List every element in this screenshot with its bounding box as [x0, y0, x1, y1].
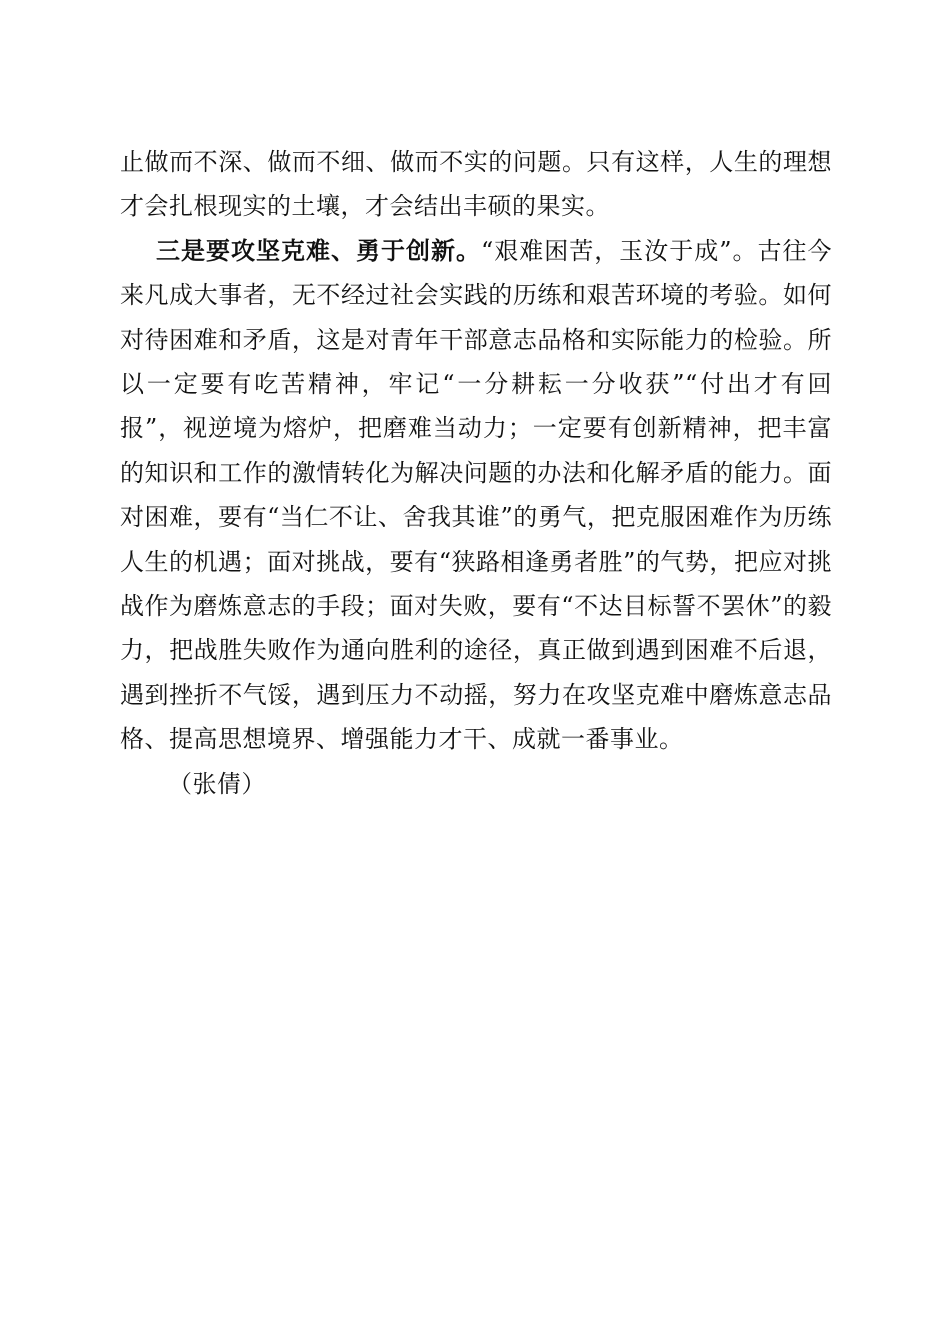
- article-body: [120, 140, 832, 806]
- paragraph-body-text: “艰难困苦，玉汝于成”。古往今来凡成大事者，无不经过社会实践的历练和艰苦环境的考验。如何对待困难和矛盾，这是对青年干部意志品格和实际能力的检验。所以一定要有吃苦精神，牢记“一分耕耘一分收获”“付出才有回报”，视逆境为熔炉，把磨难当动力；一定要有创新精神，把丰富的知识和工作的激情转化为解决问题的办法和化解矛盾的能力。面对困难，要有“当仁不让、舍我其谁”的勇气，把克服困难作为历练人生的机遇；面对挑战，要有“狭路相逢勇者胜”的气势，把应对挑战作为磨炼意志的手段；面对失败，要有“不达目标誓不罢休”的毅力，把战胜失败作为通向胜利的途径，真正做到遇到困难不后退，遇到挫折不气馁，遇到压力不动摇，努力在攻坚克难中磨炼意志品格、提高思想境界、增强能力才干、成就一番事业。: [120, 236, 832, 754]
- paragraph-lead-heading: 三是要攻坚克难、勇于创新。: [156, 235, 481, 265]
- author-signature: （张倩）: [168, 769, 266, 798]
- paragraph-three: [120, 229, 832, 762]
- paragraph-continuation: 止做而不深、做而不细、做而不实的问题。只有这样，人生的理想才会扎根现实的土壤，才会结出丰硕的果实。: [120, 148, 832, 221]
